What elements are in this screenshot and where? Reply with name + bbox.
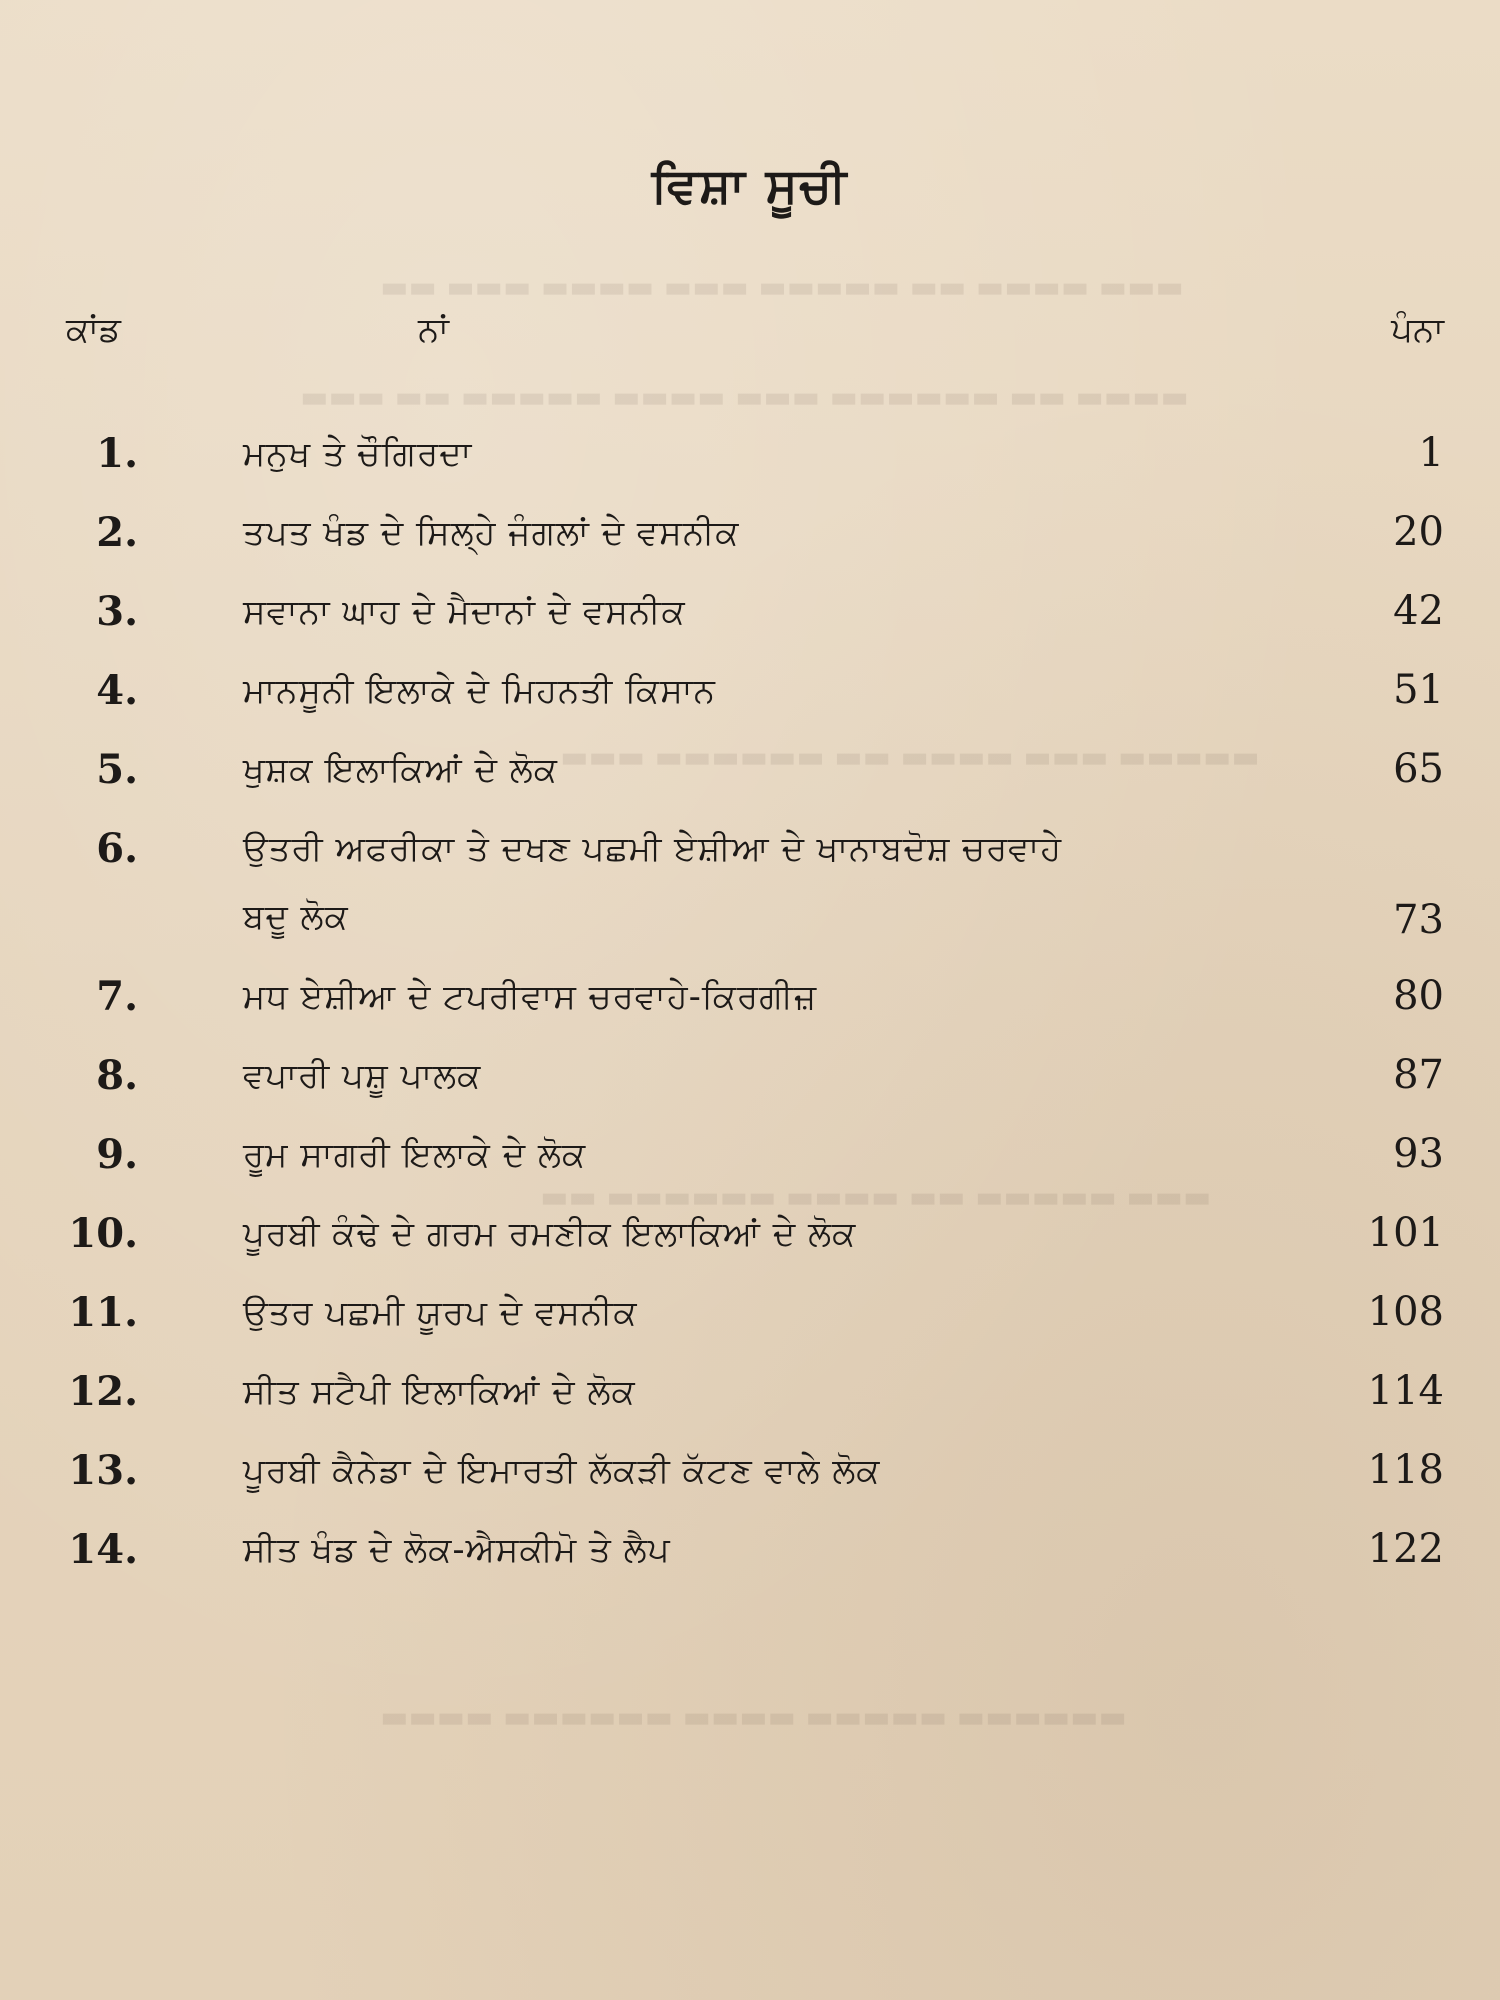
page-number: 1 [1418,430,1444,476]
chapter-column-header: ਕਾਂਡ [66,310,121,350]
chapter-number: 3. [96,588,138,635]
page-number: 101 [1367,1210,1444,1256]
chapter-title: ਉਤਰ ਪਛਮੀ ਯੂਰਪ ਦੇ ਵਸਨੀਕ [243,1293,638,1333]
bleed-through-decoration: ▬▬▬▬▬▬ ▬▬▬▬▬ ▬▬▬▬ ▬▬▬▬▬▬ ▬▬▬▬ [380,1700,1127,1735]
toc-row [0,825,1500,965]
toc-row [0,1526,1500,1586]
toc-row [0,1052,1500,1112]
toc-row [0,1368,1500,1428]
toc-row [0,1447,1500,1507]
chapter-number: 11. [68,1289,138,1336]
page-number: 65 [1393,746,1444,792]
chapter-number: 5. [96,746,138,793]
page-column-header: ਪੰਨਾ [1391,310,1444,350]
page-number: 73 [1393,897,1444,943]
chapter-number: 14. [68,1526,138,1573]
bleed-through-decoration: ▬▬▬ ▬▬▬▬▬ ▬▬ ▬▬▬▬ ▬▬▬▬▬▬ ▬▬ [540,1180,1212,1215]
chapter-title: ਸਵਾਨਾ ਘਾਹ ਦੇ ਮੈਦਾਨਾਂ ਦੇ ਵਸਨੀਕ [243,592,686,632]
toc-row [0,973,1500,1033]
name-column-header: ਨਾਂ [418,310,449,350]
chapter-number: 12. [68,1368,138,1415]
page-number: 51 [1393,667,1444,713]
chapter-number: 6. [96,825,138,872]
toc-row [0,746,1500,806]
page-number: 87 [1393,1052,1444,1098]
toc-row [0,1210,1500,1270]
page-number: 118 [1367,1447,1444,1493]
bleed-through-decoration: ▬▬▬▬ ▬▬ ▬▬▬▬▬▬ ▬▬▬ ▬▬▬▬ ▬▬▬▬▬ ▬▬ ▬▬▬ [300,380,1189,415]
chapter-number: 10. [68,1210,138,1257]
page-number: 114 [1367,1368,1444,1414]
chapter-number: 4. [96,667,138,714]
chapter-title: ਮਾਨਸੂਨੀ ਇਲਾਕੇ ਦੇ ਮਿਹਨਤੀ ਕਿਸਾਨ [243,671,716,711]
chapter-title: ਤਪਤ ਖੰਡ ਦੇ ਸਿਲ੍ਹੇ ਜੰਗਲਾਂ ਦੇ ਵਸਨੀਕ [243,513,740,553]
toc-row [0,509,1500,569]
toc-row [0,1289,1500,1349]
toc-row [0,667,1500,727]
chapter-title: ਵਪਾਰੀ ਪਸ਼ੂ ਪਾਲਕ [243,1056,482,1096]
bleed-through-decoration: ▬▬▬ ▬▬▬▬ ▬▬ ▬▬▬▬▬ ▬▬▬ ▬▬▬▬ ▬▬▬ ▬▬ [380,270,1184,305]
bleed-through-decoration: ▬▬▬▬▬ ▬▬▬ ▬▬▬▬ ▬▬ ▬▬▬▬▬▬ ▬▬▬ [560,740,1260,775]
chapter-number: 2. [96,509,138,556]
chapter-title: ਸੀਤ ਸਟੈਪੀ ਇਲਾਕਿਆਂ ਦੇ ਲੋਕ [243,1372,636,1412]
toc-row [0,1131,1500,1191]
chapter-title: ਉਤਰੀ ਅਫਰੀਕਾ ਤੇ ਦਖਣ ਪਛਮੀ ਏਸ਼ੀਆ ਦੇ ਖਾਨਾਬਦੋਸ਼ ਚਰਵਾਹੇ [243,829,1063,869]
page-number: 42 [1393,588,1444,634]
chapter-title: ਪੂਰਬੀ ਕੰਢੇ ਦੇ ਗਰਮ ਰਮਣੀਕ ਇਲਾਕਿਆਂ ਦੇ ਲੋਕ [243,1214,857,1254]
page-number: 122 [1367,1526,1444,1572]
chapter-number: 9. [96,1131,138,1178]
chapter-title: ਰੂਮ ਸਾਗਰੀ ਇਲਾਕੇ ਦੇ ਲੋਕ [243,1135,587,1175]
page-number: 20 [1393,509,1444,555]
chapter-title: ਮਧ ਏਸ਼ੀਆ ਦੇ ਟਪਰੀਵਾਸ ਚਰਵਾਹੇ-ਕਿਰਗੀਜ਼ [243,977,818,1017]
chapter-title: ਮਨੁਖ ਤੇ ਚੌਗਿਰਦਾ [243,434,473,474]
chapter-title: ਸੀਤ ਖੰਡ ਦੇ ਲੋਕ-ਐਸਕੀਮੋ ਤੇ ਲੈਪ [243,1530,671,1570]
page-number: 80 [1393,973,1444,1019]
chapter-number: 8. [96,1052,138,1099]
chapter-number: 7. [96,973,138,1020]
chapter-title: ਖੁਸ਼ਕ ਇਲਾਕਿਆਂ ਦੇ ਲੋਕ [243,750,558,790]
toc-row [0,588,1500,648]
page-title: ਵਿਸ਼ਾ ਸੂਚੀ [651,158,849,214]
chapter-title: ਪੂਰਬੀ ਕੈਨੇਡਾ ਦੇ ਇਮਾਰਤੀ ਲੱਕੜੀ ਕੱਟਣ ਵਾਲੇ ਲੋਕ [243,1451,881,1491]
page-number: 108 [1367,1289,1444,1335]
toc-row [0,430,1500,490]
chapter-number: 1. [96,430,138,477]
chapter-title-continuation: ਬਦੂ ਲੋਕ [243,897,349,937]
chapter-number: 13. [68,1447,138,1494]
page-number: 93 [1393,1131,1444,1177]
toc-header-row [0,310,1500,356]
